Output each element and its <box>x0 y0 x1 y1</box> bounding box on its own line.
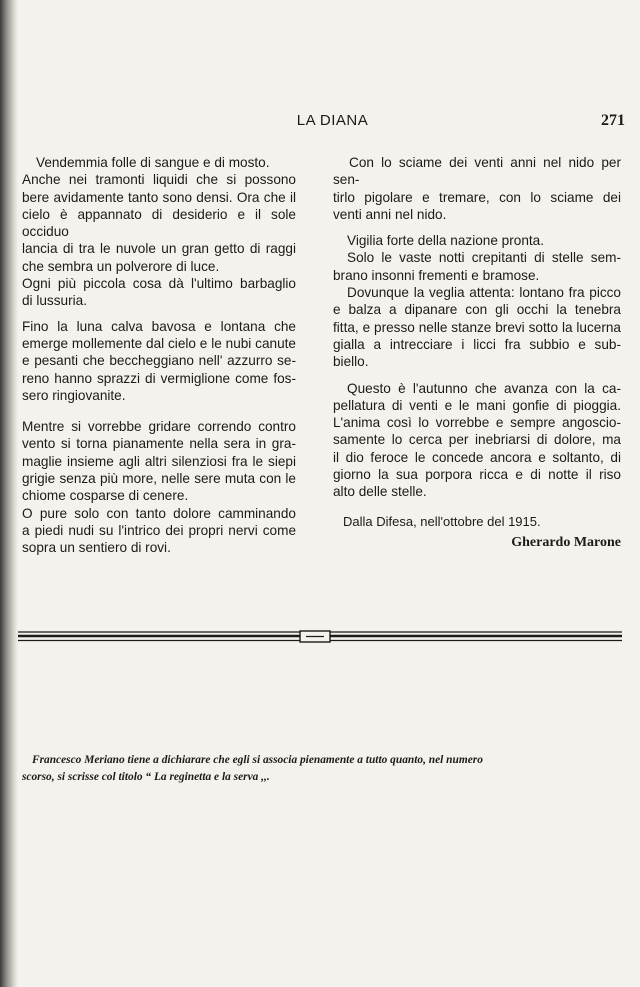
text-line: vento si torna pianamente nella sera in gra- <box>22 436 296 452</box>
note-line: scorso, si scrisse col titolo “ La reginetta e la serva ,,. <box>22 771 270 783</box>
text-line: fitta, e presso nelle stanze brevi sotto la lucerna <box>333 319 621 335</box>
page-number: 271 <box>601 112 625 129</box>
text-line: gialla a intrecciare i licci fra subbio e sub- <box>333 336 621 352</box>
text-line: di lussuria. <box>22 293 87 309</box>
text-line: bere avidamente tanto sono densi. Ora che il <box>22 189 296 205</box>
right-column <box>333 154 621 551</box>
text-line: il dio feroce le concede ancora e soltanto, di <box>333 449 621 465</box>
note-line: Francesco Meriano tiene a dichiarare che egli si associa pienamente a tutto quanto, nel numero <box>32 754 483 766</box>
text-line: e pesanti che beccheggiano nell' azzurro se- <box>22 353 296 369</box>
text-line: biello. <box>333 354 369 370</box>
text-line: Ogni più piccola cosa dà l'ultimo barbaglio <box>22 276 296 292</box>
running-header <box>40 112 625 136</box>
text-line: venti anni nel nido. <box>333 206 447 222</box>
text-line: Solo le vaste notti crepitanti di stelle sem- <box>347 250 621 266</box>
left-column <box>22 154 296 557</box>
text-line: Anche nei tramonti liquidi che si possono <box>22 172 296 188</box>
text-line: lancia di tra le nuvole un gran getto di raggi <box>22 241 296 257</box>
text-line: O pure solo con tanto dolore camminando <box>22 505 296 521</box>
text-line: Con lo sciame dei venti anni nel nido per sen- <box>333 155 621 188</box>
text-line: chiome cosparse di cenere. <box>22 488 189 504</box>
text-line: pellatura di venti e le mani gonfie di pioggia. <box>333 397 621 413</box>
text-line: L'anima così lo vorrebbe e sempre angoscio- <box>333 415 621 431</box>
text-line: grigie senza più more, nelle sere muta con le <box>22 471 296 487</box>
text-line: Fino la luna calva bavosa e lontana che <box>22 318 296 334</box>
text-line: cielo è appannato di desiderio e il sole occiduo <box>22 206 296 240</box>
text-line: sero ringiovanite. <box>22 387 126 403</box>
text-line: Dovunque la veglia attenta: lontano fra picco <box>347 285 621 301</box>
text-line: a piedi nudi su l'intrico dei propri nervi come <box>22 522 296 538</box>
text-line: brano insonni frementi e bramose. <box>333 267 540 283</box>
text-line: Vigilia forte della nazione pronta. <box>347 233 544 249</box>
text-line: giorno la sua porpora ricca e di notte il riso <box>333 467 621 483</box>
text-line: reno hanno sprazzi di vermiglione come fos- <box>22 370 296 386</box>
text-line: samente lo cerca per inebriarsi di dolore, ma <box>333 432 621 448</box>
text-line: Questo è l'autunno che avanza con la ca- <box>347 380 621 396</box>
dateline: Dalla Difesa, nell'ottobre del 1915. <box>343 513 541 529</box>
journal-title: LA DIANA <box>296 112 369 129</box>
section-divider <box>18 630 622 644</box>
text-line: Mentre si vorrebbe gridare correndo contro <box>22 419 296 435</box>
binding-gutter <box>0 0 18 987</box>
text-line: che sembra un polverore di luce. <box>22 258 220 274</box>
author-signature: Gherardo Marone <box>511 534 621 550</box>
text-line: sopra un sentiero di rovi. <box>22 540 171 556</box>
text-line: emerge mollemente dal cielo e le nubi canute <box>22 335 296 351</box>
text-line: tirlo pigolare e tremare, con lo sciame dei <box>333 189 621 205</box>
text-line: maglie insieme agli altri silenziosi fra le siepi <box>22 453 296 469</box>
text-line: e balza a dipanare con gli occhi la tenebra <box>333 302 621 318</box>
text-line: alto delle stelle. <box>333 484 427 500</box>
editorial-note <box>22 752 620 786</box>
text-line: Vendemmia folle di sangue e di mosto. <box>36 155 270 170</box>
